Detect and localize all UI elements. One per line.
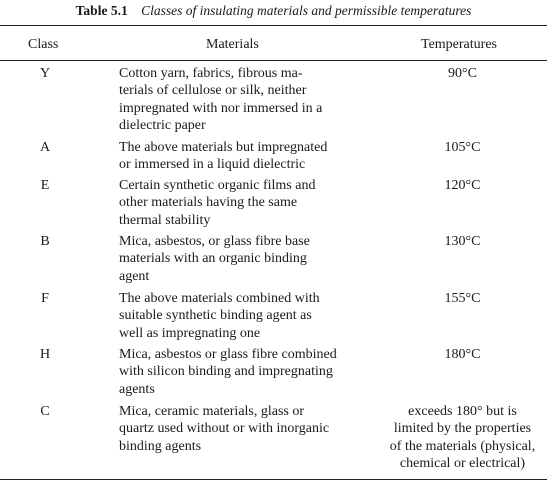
top-rule xyxy=(0,25,547,26)
materials-line: Cotton yarn, fabrics, fibrous ma- xyxy=(119,66,303,81)
materials-line: The above materials combined with xyxy=(119,291,320,306)
materials-line: suitable synthetic binding agent as xyxy=(119,308,312,324)
materials-line: Mica, asbestos, or glass fibre base xyxy=(119,234,310,249)
temperature-line: of the materials (physical, xyxy=(389,438,536,454)
materials-line: Mica, ceramic materials, glass or xyxy=(119,404,305,419)
materials-cell xyxy=(119,177,369,229)
materials-line: The above materials but impregnated xyxy=(119,140,328,155)
header-temperatures: Temperatures xyxy=(421,37,497,52)
materials-cell xyxy=(119,403,369,455)
materials-line: Certain synthetic organic films and xyxy=(119,178,316,193)
temperature-cell: 120°C xyxy=(444,178,481,193)
class-cell: B xyxy=(40,234,50,249)
materials-line: quartz used without or with inorganic xyxy=(119,421,330,437)
temperature-cell: 180°C xyxy=(444,347,481,362)
materials-line: with silicon binding and impregnating xyxy=(119,364,333,380)
materials-line: well as impregnating one xyxy=(119,325,261,341)
materials-line: materials with an organic binding xyxy=(119,251,307,267)
materials-line: Mica, asbestos or glass fibre combined xyxy=(119,347,337,362)
temperature-cell: 155°C xyxy=(444,291,481,306)
temperature-cell: 90°C xyxy=(448,66,477,81)
materials-cell xyxy=(119,139,369,174)
class-cell: F xyxy=(41,291,49,306)
materials-cell xyxy=(119,65,369,135)
table-title: Classes of insulating materials and permissible temperatures xyxy=(141,3,472,18)
temperature-cell xyxy=(380,403,545,473)
temperature-line: limited by the properties xyxy=(393,421,532,437)
table-number: Table 5.1 xyxy=(75,3,128,18)
materials-cell xyxy=(119,233,369,285)
header-materials: Materials xyxy=(206,37,259,52)
header-class: Class xyxy=(28,37,59,52)
temperature-cell: 130°C xyxy=(444,234,481,249)
materials-line: other materials having the same xyxy=(119,195,298,211)
materials-line: dielectric paper xyxy=(119,118,206,134)
bottom-rule xyxy=(0,479,547,480)
temperature-line: exceeds 180° but is xyxy=(408,404,517,419)
materials-line: agents xyxy=(119,381,155,397)
header-rule xyxy=(0,60,547,61)
class-cell: E xyxy=(40,178,50,193)
class-cell: H xyxy=(39,347,51,362)
materials-line: or immersed in a liquid dielectric xyxy=(119,157,306,173)
materials-line: agent xyxy=(119,268,150,284)
materials-line: binding agents xyxy=(119,438,202,454)
class-cell: C xyxy=(40,404,50,419)
class-cell: Y xyxy=(39,66,51,81)
materials-cell xyxy=(119,290,369,342)
table-caption xyxy=(0,3,547,19)
materials-cell xyxy=(119,346,369,398)
materials-line: terials of cellulose or silk, neither xyxy=(119,83,307,99)
temperature-cell: 105°C xyxy=(444,140,481,155)
materials-line: impregnated with nor immersed in a xyxy=(119,100,323,116)
materials-line: thermal stability xyxy=(119,212,211,228)
class-cell: A xyxy=(39,140,51,155)
temperature-line: chemical or electrical) xyxy=(399,456,526,472)
